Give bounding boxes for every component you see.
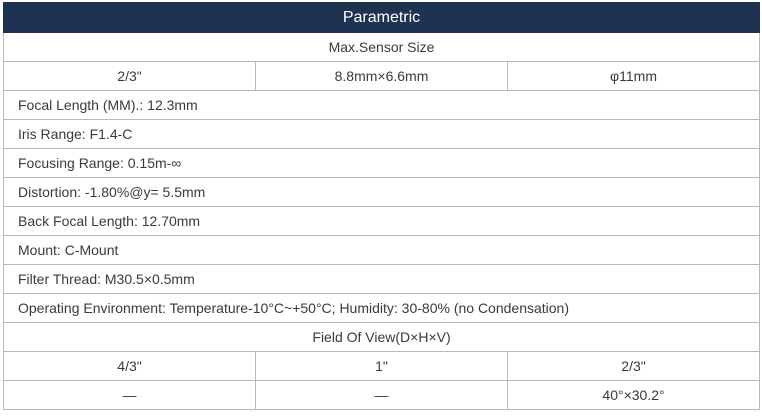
filter-thread-spec: Filter Thread: M30.5×0.5mm bbox=[4, 265, 760, 294]
table-row bbox=[4, 91, 760, 120]
sensor-diameter-cell: φ11mm bbox=[508, 62, 760, 91]
table-title: Parametric bbox=[4, 3, 760, 33]
sensor-header-row bbox=[4, 33, 760, 62]
back-focal-length-spec: Back Focal Length: 12.70mm bbox=[4, 207, 760, 236]
fov-format-1: 1" bbox=[256, 352, 508, 381]
fov-format-row bbox=[4, 352, 760, 381]
title-row bbox=[4, 3, 760, 33]
fov-values-row bbox=[4, 381, 760, 410]
fov-format-4-3: 4/3" bbox=[4, 352, 256, 381]
table-row bbox=[4, 265, 760, 294]
parametric-table bbox=[3, 2, 760, 410]
focal-length-spec: Focal Length (MM).: 12.3mm bbox=[4, 91, 760, 120]
table-row bbox=[4, 178, 760, 207]
operating-environment-spec: Operating Environment: Temperature-10°C~+50°C; Humidity: 30-80% (no Condensation) bbox=[4, 294, 760, 323]
sensor-values-row bbox=[4, 62, 760, 91]
table-row bbox=[4, 120, 760, 149]
sensor-format-cell: 2/3" bbox=[4, 62, 256, 91]
table-row bbox=[4, 149, 760, 178]
distortion-spec: Distortion: -1.80%@y= 5.5mm bbox=[4, 178, 760, 207]
fov-value-2-3: 40°×30.2° bbox=[508, 381, 760, 410]
mount-spec: Mount: C-Mount bbox=[4, 236, 760, 265]
focusing-range-spec: Focusing Range: 0.15m-∞ bbox=[4, 149, 760, 178]
field-of-view-header: Field Of View(D×H×V) bbox=[4, 323, 760, 352]
fov-value-1: — bbox=[256, 381, 508, 410]
sensor-dimensions-cell: 8.8mm×6.6mm bbox=[256, 62, 508, 91]
fov-value-4-3: — bbox=[4, 381, 256, 410]
table-row bbox=[4, 236, 760, 265]
fov-format-2-3: 2/3" bbox=[508, 352, 760, 381]
iris-range-spec: Iris Range: F1.4-C bbox=[4, 120, 760, 149]
table-row bbox=[4, 207, 760, 236]
fov-header-row bbox=[4, 323, 760, 352]
table-row bbox=[4, 294, 760, 323]
sensor-size-header: Max.Sensor Size bbox=[4, 33, 760, 62]
